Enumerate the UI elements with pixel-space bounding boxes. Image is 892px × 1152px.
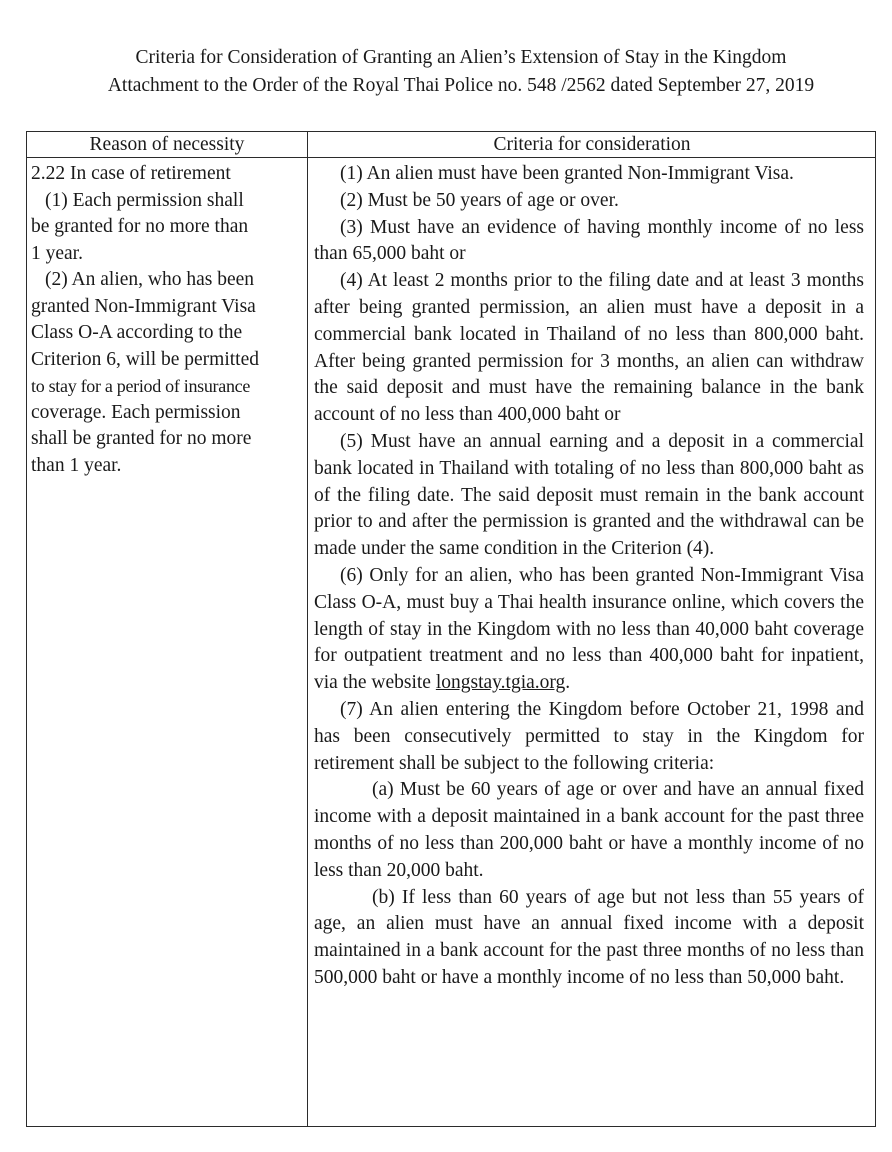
reason-line: coverage. Each permission [31, 401, 241, 423]
criteria-table [26, 131, 876, 1127]
criterion-1: (1) An alien must have been granted Non-Immigrant Visa. [340, 163, 794, 184]
reason-line: (2) An alien, who has been [45, 269, 255, 290]
reason-line: Class O-A according to the [31, 322, 243, 343]
document-subtitle: Attachment to the Order of the Royal Thai Police no. 548 /2562 dated September 27, 2019 [107, 75, 815, 96]
reason-line: Criterion 6, will be permitted [31, 348, 259, 370]
reason-line: granted Non-Immigrant Visa [31, 295, 256, 317]
reason-line: shall be granted for no more [31, 428, 252, 449]
insurance-website-link[interactable]: longstay.tgia.org [435, 672, 566, 694]
criterion-7: (7) An alien entering the Kingdom before October 21, 1998 and has been consecutively permitted to stay in the Kingdom for retirement shall be subject to the following criteria: [314, 698, 864, 774]
column-header-criteria: Criteria for consideration [493, 134, 691, 155]
reason-line: be granted for no more than [31, 216, 249, 237]
reason-line: 2.22 In case of retirement [31, 163, 231, 184]
criterion-7a: (a) Must be 60 years of age or over and have an annual fixed income with a deposit maintained in a bank account for the past three months of no less than 200,000 baht or have a monthly income of no less than 20,000 baht. [314, 779, 864, 881]
criterion-3: (3) Must have an evidence of having monthly income of no less than 65,000 baht or [314, 216, 864, 265]
criterion-4: (4) At least 2 months prior to the filing date and at least 3 months after being granted permission, an alien must have a deposit in a commercial bank located in Thailand of no less than 800,000 baht. After being granted permission for 3 months, an alien can withdraw the said deposit and must have the remaining balance in the bank account of no less than 400,000 baht or [314, 270, 864, 426]
reason-line: to stay for a period of insurance [31, 376, 251, 396]
reason-line: (1) Each permission shall [45, 189, 244, 211]
document-header [0, 44, 892, 100]
column-header-reason: Reason of necessity [89, 134, 245, 155]
reason-line: 1 year. [31, 242, 83, 264]
criterion-6-end: . [565, 672, 571, 694]
reason-line: than 1 year. [31, 454, 122, 476]
criterion-7b: (b) If less than 60 years of age but not less than 55 years of age, an alien must have an annual fixed income with a deposit maintained in a bank account for the past three months of no less than 500,000 baht or have a monthly income of no less than 50,000 baht. [314, 886, 864, 988]
document-title: Criteria for Consideration of Granting an Alien’s Extension of Stay in the Kingdom [135, 47, 787, 68]
criterion-6 [314, 563, 864, 697]
criterion-2: (2) Must be 50 years of age or over. [340, 189, 619, 211]
criterion-6-text: (6) Only for an alien, who has been granted Non-Immigrant Visa Class O-A, must buy a Thai health insurance online, which covers the length of stay in the Kingdom with no less than 40,000 baht coverage for outpatient treatment and no less than 400,000 baht for inpatient, via the website [314, 564, 864, 694]
reason-cell [31, 161, 303, 479]
criterion-5: (5) Must have an annual earning and a deposit in a commercial bank located in Thailand with totaling of no less than 800,000 baht as of the filing date. The said deposit must remain in the bank account prior to and after the permission is granted and the withdrawal can be made under the same condition in the Criterion (4). [314, 430, 864, 560]
criteria-cell [314, 161, 864, 992]
column-divider [307, 132, 308, 1126]
